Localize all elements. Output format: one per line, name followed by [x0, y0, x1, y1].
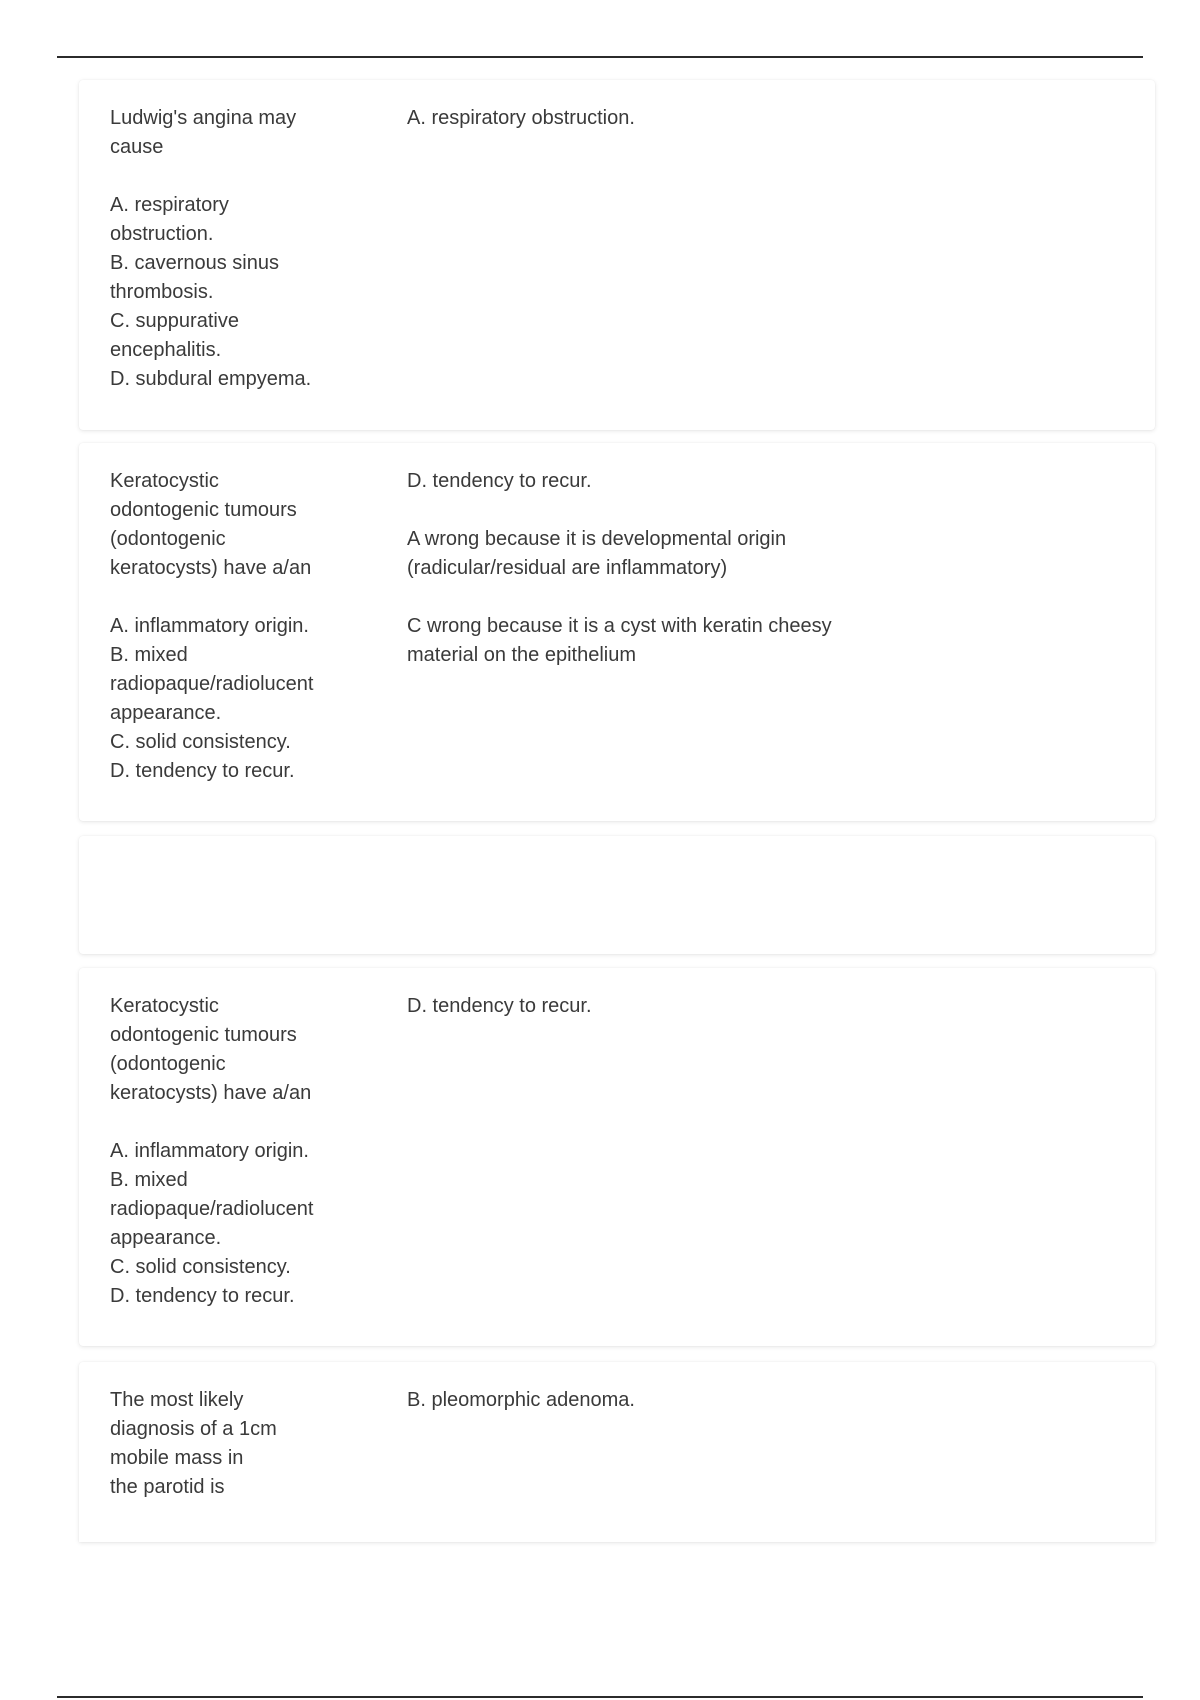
flashcard[interactable]	[79, 443, 1155, 821]
flashcard-empty[interactable]	[79, 836, 1155, 954]
card-answer: A. respiratory obstruction.	[407, 107, 635, 129]
bottom-rule	[57, 1696, 1143, 1698]
flashcard[interactable]	[79, 1362, 1155, 1542]
top-rule	[57, 56, 1143, 58]
flashcard[interactable]	[79, 968, 1155, 1346]
card-answer: B. pleomorphic adenoma.	[407, 1389, 635, 1411]
card-question: Ludwig's angina may cause A. respiratory obstruction. B. cavernous sinus thrombosis. C. suppurative encephalitis. D. subdural empyema.	[110, 107, 312, 390]
card-answer: D. tendency to recur.	[407, 995, 592, 1017]
card-question: Keratocystic odontogenic tumours (odontogenic keratocysts) have a/an A. inflammatory origin. B. mixed radiopaque/radiolucent appearance. C. solid consistency. D. tendency to recur.	[110, 995, 314, 1307]
flashcard[interactable]	[79, 80, 1155, 430]
card-question: Keratocystic odontogenic tumours (odontogenic keratocysts) have a/an A. inflammatory origin. B. mixed radiopaque/radiolucent appearance. C. solid consistency. D. tendency to recur.	[110, 470, 314, 782]
card-fade	[79, 1502, 1155, 1542]
card-answer: D. tendency to recur. A wrong because it is developmental origin (radicular/residual are inflammatory) C wrong because it is a cyst with keratin cheesy material on the epithelium	[407, 470, 832, 666]
card-question: The most likely diagnosis of a 1cm mobile mass in the parotid is	[110, 1389, 277, 1498]
